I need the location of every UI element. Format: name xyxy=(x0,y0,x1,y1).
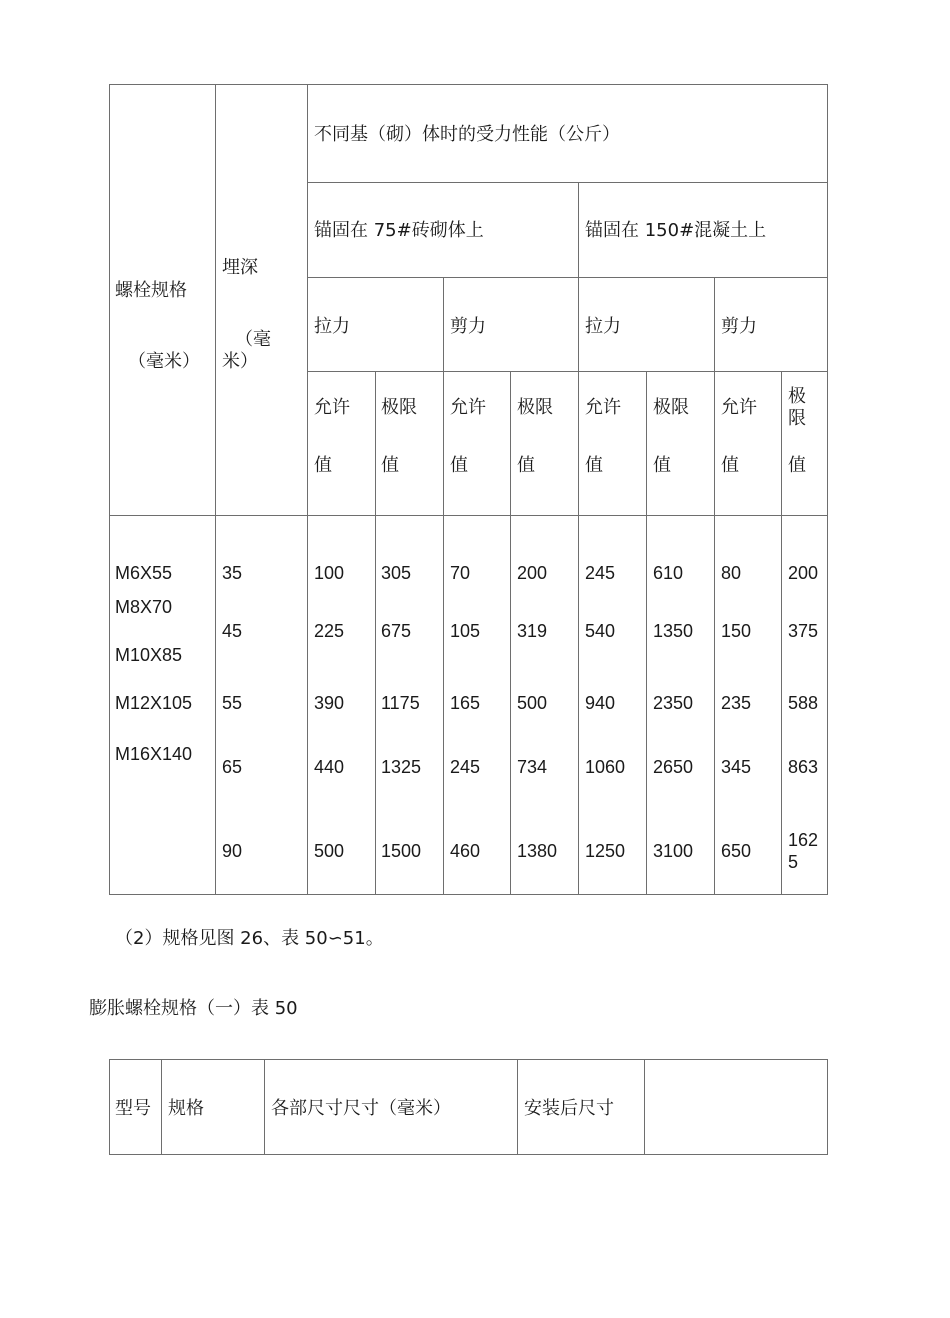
table2-col-spec: 规格 xyxy=(168,1098,204,1119)
value-cell: 235 xyxy=(721,693,752,713)
value-cell: 162 xyxy=(788,830,819,850)
table1-rule xyxy=(375,371,376,895)
table1-header-bottom xyxy=(109,515,828,516)
tension-header: 拉力 xyxy=(314,316,350,337)
allow-header: 值 xyxy=(314,455,332,476)
value-cell: 200 xyxy=(517,563,548,583)
value-cell: 1500 xyxy=(381,841,422,861)
table2-rule xyxy=(644,1059,645,1155)
table1-rule xyxy=(714,277,715,895)
performance-header: 不同基（砌）体时的受力性能（公斤） xyxy=(314,124,620,145)
value-cell: 588 xyxy=(788,693,819,713)
table2-rule xyxy=(161,1059,162,1155)
table1-border-right xyxy=(827,84,828,895)
value-cell: 734 xyxy=(517,757,548,777)
concrete-header: 锚固在 150#混凝土上 xyxy=(585,220,767,241)
value-cell: 3100 xyxy=(653,841,694,861)
value-cell: 150 xyxy=(721,621,752,641)
table1-rule xyxy=(307,371,828,372)
depth-cell: 65 xyxy=(222,757,243,777)
note-text: （2）规格见图 26、表 50∽51。 xyxy=(115,928,384,949)
limit-header: 极 xyxy=(788,386,806,407)
table1-rule xyxy=(443,277,444,895)
table2-border-bottom xyxy=(109,1154,828,1155)
brick-header: 锚固在 75#砖砌体上 xyxy=(314,220,484,241)
depth-header-unit: 米） xyxy=(222,351,258,372)
value-cell: 1325 xyxy=(381,757,422,777)
allow-header: 允许 xyxy=(450,397,486,418)
shear-header: 剪力 xyxy=(450,316,486,337)
table1-rule xyxy=(307,84,308,895)
spec-cell: M8X70 xyxy=(115,597,173,617)
value-cell: 375 xyxy=(788,621,819,641)
limit-header: 值 xyxy=(653,455,671,476)
table1-rule xyxy=(781,371,782,895)
value-cell: 650 xyxy=(721,841,752,861)
table1-border-bottom xyxy=(109,894,828,895)
value-cell: 675 xyxy=(381,621,412,641)
value-cell: 80 xyxy=(721,563,742,583)
value-cell: 70 xyxy=(450,563,471,583)
value-cell: 1350 xyxy=(653,621,694,641)
table2-col-model: 型号 xyxy=(115,1098,151,1119)
table2-border-left xyxy=(109,1059,110,1155)
value-cell: 319 xyxy=(517,621,548,641)
limit-header: 极限 xyxy=(653,397,689,418)
spec-cell: M10X85 xyxy=(115,645,183,665)
value-cell: 500 xyxy=(517,693,548,713)
value-cell: 610 xyxy=(653,563,684,583)
spec-header: 螺栓规格 xyxy=(115,280,187,301)
depth-header: 埋深 xyxy=(222,257,258,278)
table1-border-left xyxy=(109,84,110,895)
value-cell: 225 xyxy=(314,621,345,641)
value-cell: 390 xyxy=(314,693,345,713)
depth-cell: 55 xyxy=(222,693,243,713)
table2-border-right xyxy=(827,1059,828,1155)
value-cell: 245 xyxy=(450,757,481,777)
value-cell: 200 xyxy=(788,563,819,583)
value-cell: 2350 xyxy=(653,693,694,713)
value-cell: 100 xyxy=(314,563,345,583)
spec-header-unit: （毫米） xyxy=(128,351,200,372)
depth-cell: 90 xyxy=(222,841,243,861)
table2-rule xyxy=(264,1059,265,1155)
table1-rule xyxy=(307,277,828,278)
table2-rule xyxy=(517,1059,518,1155)
depth-header-unit: （毫 xyxy=(235,329,271,350)
value-cell: 940 xyxy=(585,693,616,713)
limit-header: 极限 xyxy=(381,397,417,418)
table1-rule xyxy=(307,182,828,183)
table2-col-dims: 各部尺寸尺寸（毫米） xyxy=(271,1098,451,1119)
depth-cell: 35 xyxy=(222,563,243,583)
allow-header: 值 xyxy=(585,455,603,476)
depth-cell: 45 xyxy=(222,621,243,641)
table1-rule xyxy=(578,182,579,895)
value-cell: 245 xyxy=(585,563,616,583)
table2-border-top xyxy=(109,1059,828,1060)
limit-header: 值 xyxy=(788,455,806,476)
allow-header: 允许 xyxy=(585,397,621,418)
allow-header: 允许 xyxy=(721,397,757,418)
spec-cell: M12X105 xyxy=(115,693,193,713)
allow-header: 值 xyxy=(721,455,739,476)
limit-header: 值 xyxy=(381,455,399,476)
value-cell: 440 xyxy=(314,757,345,777)
value-cell: 165 xyxy=(450,693,481,713)
limit-header: 限 xyxy=(788,408,806,429)
table1-rule xyxy=(215,84,216,895)
value-cell: 305 xyxy=(381,563,412,583)
value-cell: 1175 xyxy=(381,693,420,713)
value-cell: 540 xyxy=(585,621,616,641)
shear-header: 剪力 xyxy=(721,316,757,337)
value-cell: 105 xyxy=(450,621,481,641)
table2-title: 膨胀螺栓规格（一）表 50 xyxy=(89,998,298,1019)
value-cell: 500 xyxy=(314,841,345,861)
value-cell: 1060 xyxy=(585,757,626,777)
value-cell: 2650 xyxy=(653,757,694,777)
value-cell-wrap: 5 xyxy=(788,852,799,872)
table2-col-installed: 安装后尺寸 xyxy=(524,1098,614,1119)
allow-header: 值 xyxy=(450,455,468,476)
spec-cell: M16X140 xyxy=(115,744,193,764)
table1-border-top xyxy=(109,84,828,85)
tension-header: 拉力 xyxy=(585,316,621,337)
allow-header: 允许 xyxy=(314,397,350,418)
table1-rule xyxy=(510,371,511,895)
value-cell: 1380 xyxy=(517,841,558,861)
value-cell: 863 xyxy=(788,757,819,777)
table1-rule xyxy=(646,371,647,895)
value-cell: 345 xyxy=(721,757,752,777)
spec-cell: M6X55 xyxy=(115,563,173,583)
value-cell: 1250 xyxy=(585,841,626,861)
limit-header: 极限 xyxy=(517,397,553,418)
limit-header: 值 xyxy=(517,455,535,476)
value-cell: 460 xyxy=(450,841,481,861)
